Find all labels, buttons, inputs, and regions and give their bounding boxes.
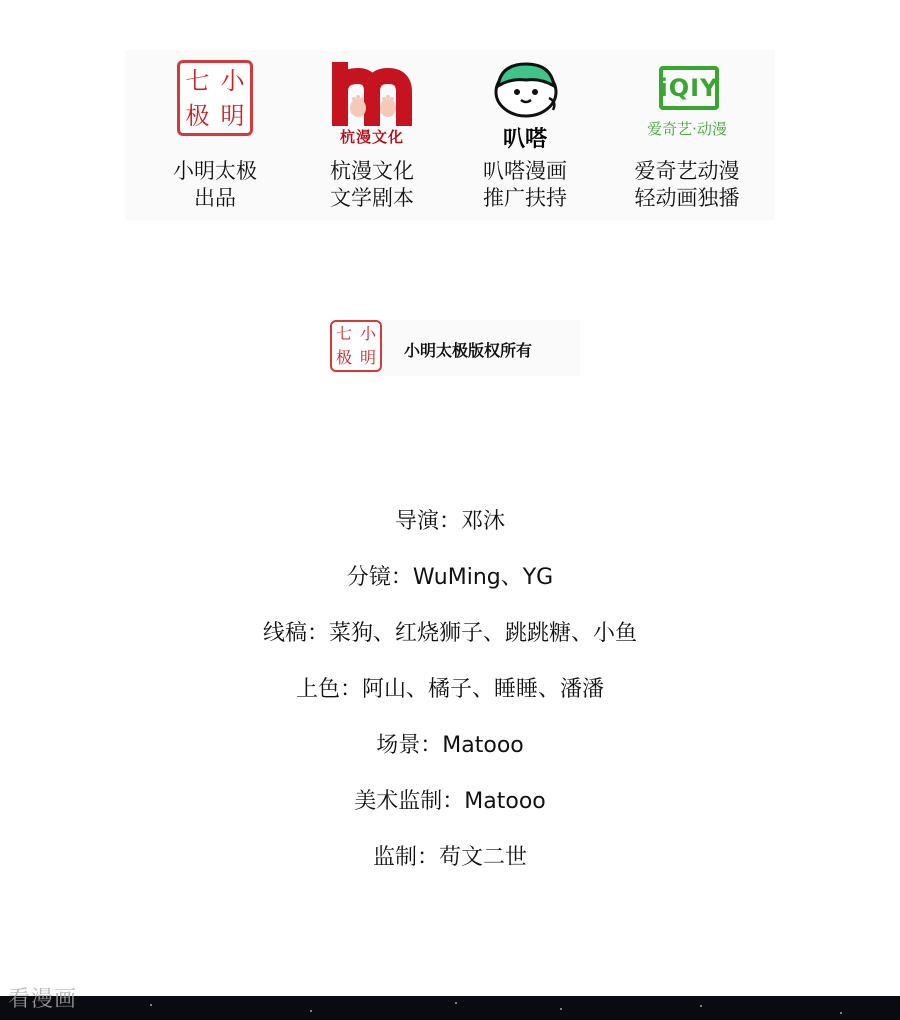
- bada-mascot-icon: [491, 58, 561, 120]
- logo-bada-comics: [445, 50, 605, 212]
- credit-role: 场景: [376, 733, 421, 758]
- credit-role: 线稿: [262, 621, 307, 646]
- logo-caption: 杭漫文化 文学剧本: [330, 159, 414, 210]
- credit-role: 分镜: [346, 565, 391, 590]
- credit-line: [0, 782, 900, 838]
- logo-hangman-culture: [292, 50, 452, 212]
- credit-line: [0, 558, 900, 614]
- credit-names: Matooo: [464, 789, 546, 814]
- credit-line: [0, 838, 900, 894]
- credit-separator: ：: [442, 789, 465, 814]
- logo-caption: 小明太极 出品: [173, 159, 257, 210]
- credit-names: Matooo: [442, 733, 524, 758]
- hangman-logo-text: 杭漫文化: [339, 128, 404, 146]
- logo-caption: 爱奇艺动漫 轻动画独播: [634, 159, 740, 210]
- credit-role: 监制: [372, 845, 417, 870]
- watermark-text: 看漫画: [8, 987, 78, 1012]
- credit-role: 导演: [394, 509, 439, 534]
- credit-role: 上色: [295, 677, 340, 702]
- credit-names: WuMing、YG: [412, 565, 554, 590]
- credit-names: 苟文二世: [439, 845, 528, 870]
- copyright-text: 小明太极版权所有: [404, 341, 533, 360]
- copyright-notice: [330, 320, 580, 376]
- xiaoming-seal-logo: [165, 56, 265, 156]
- hangman-m-icon: [332, 62, 412, 128]
- partner-logo-row: [125, 50, 775, 220]
- logo-caption: 叭嗒漫画 推广扶持: [483, 159, 567, 210]
- logo-iqiyi-animation: [607, 50, 767, 212]
- logo-xiaoming-taiji: [135, 50, 295, 212]
- credit-line: [0, 502, 900, 558]
- staff-credits: [0, 502, 900, 894]
- credit-names: 菜狗、红烧狮子、跳跳糖、小鱼: [329, 621, 638, 646]
- credit-names: 阿山、橘子、睡睡、潘潘: [362, 677, 605, 702]
- credit-names: 邓沐: [461, 509, 506, 534]
- credit-line: [0, 726, 900, 782]
- starry-footer-strip: [0, 996, 900, 1020]
- red-seal-icon: 七 小 极 明: [330, 320, 382, 372]
- credit-separator: ：: [416, 845, 439, 870]
- bada-logo-text: 叭嗒: [502, 127, 547, 152]
- hangman-m-logo: [322, 56, 422, 156]
- iqiyi-logo: [637, 56, 737, 156]
- credit-separator: ：: [390, 565, 413, 590]
- credit-line: [0, 670, 900, 726]
- credit-separator: ：: [339, 677, 362, 702]
- credit-role: 美术监制: [354, 789, 443, 814]
- red-seal-icon: 七 小 极 明: [177, 60, 253, 136]
- iqiyi-icon: iQIY: [659, 66, 719, 110]
- credit-separator: ：: [438, 509, 461, 534]
- bada-logo: [475, 56, 575, 156]
- credit-separator: ：: [306, 621, 329, 646]
- iqiyi-logo-subtext: 爱奇艺·动漫: [647, 120, 727, 138]
- credit-separator: ：: [420, 733, 443, 758]
- credit-line: [0, 614, 900, 670]
